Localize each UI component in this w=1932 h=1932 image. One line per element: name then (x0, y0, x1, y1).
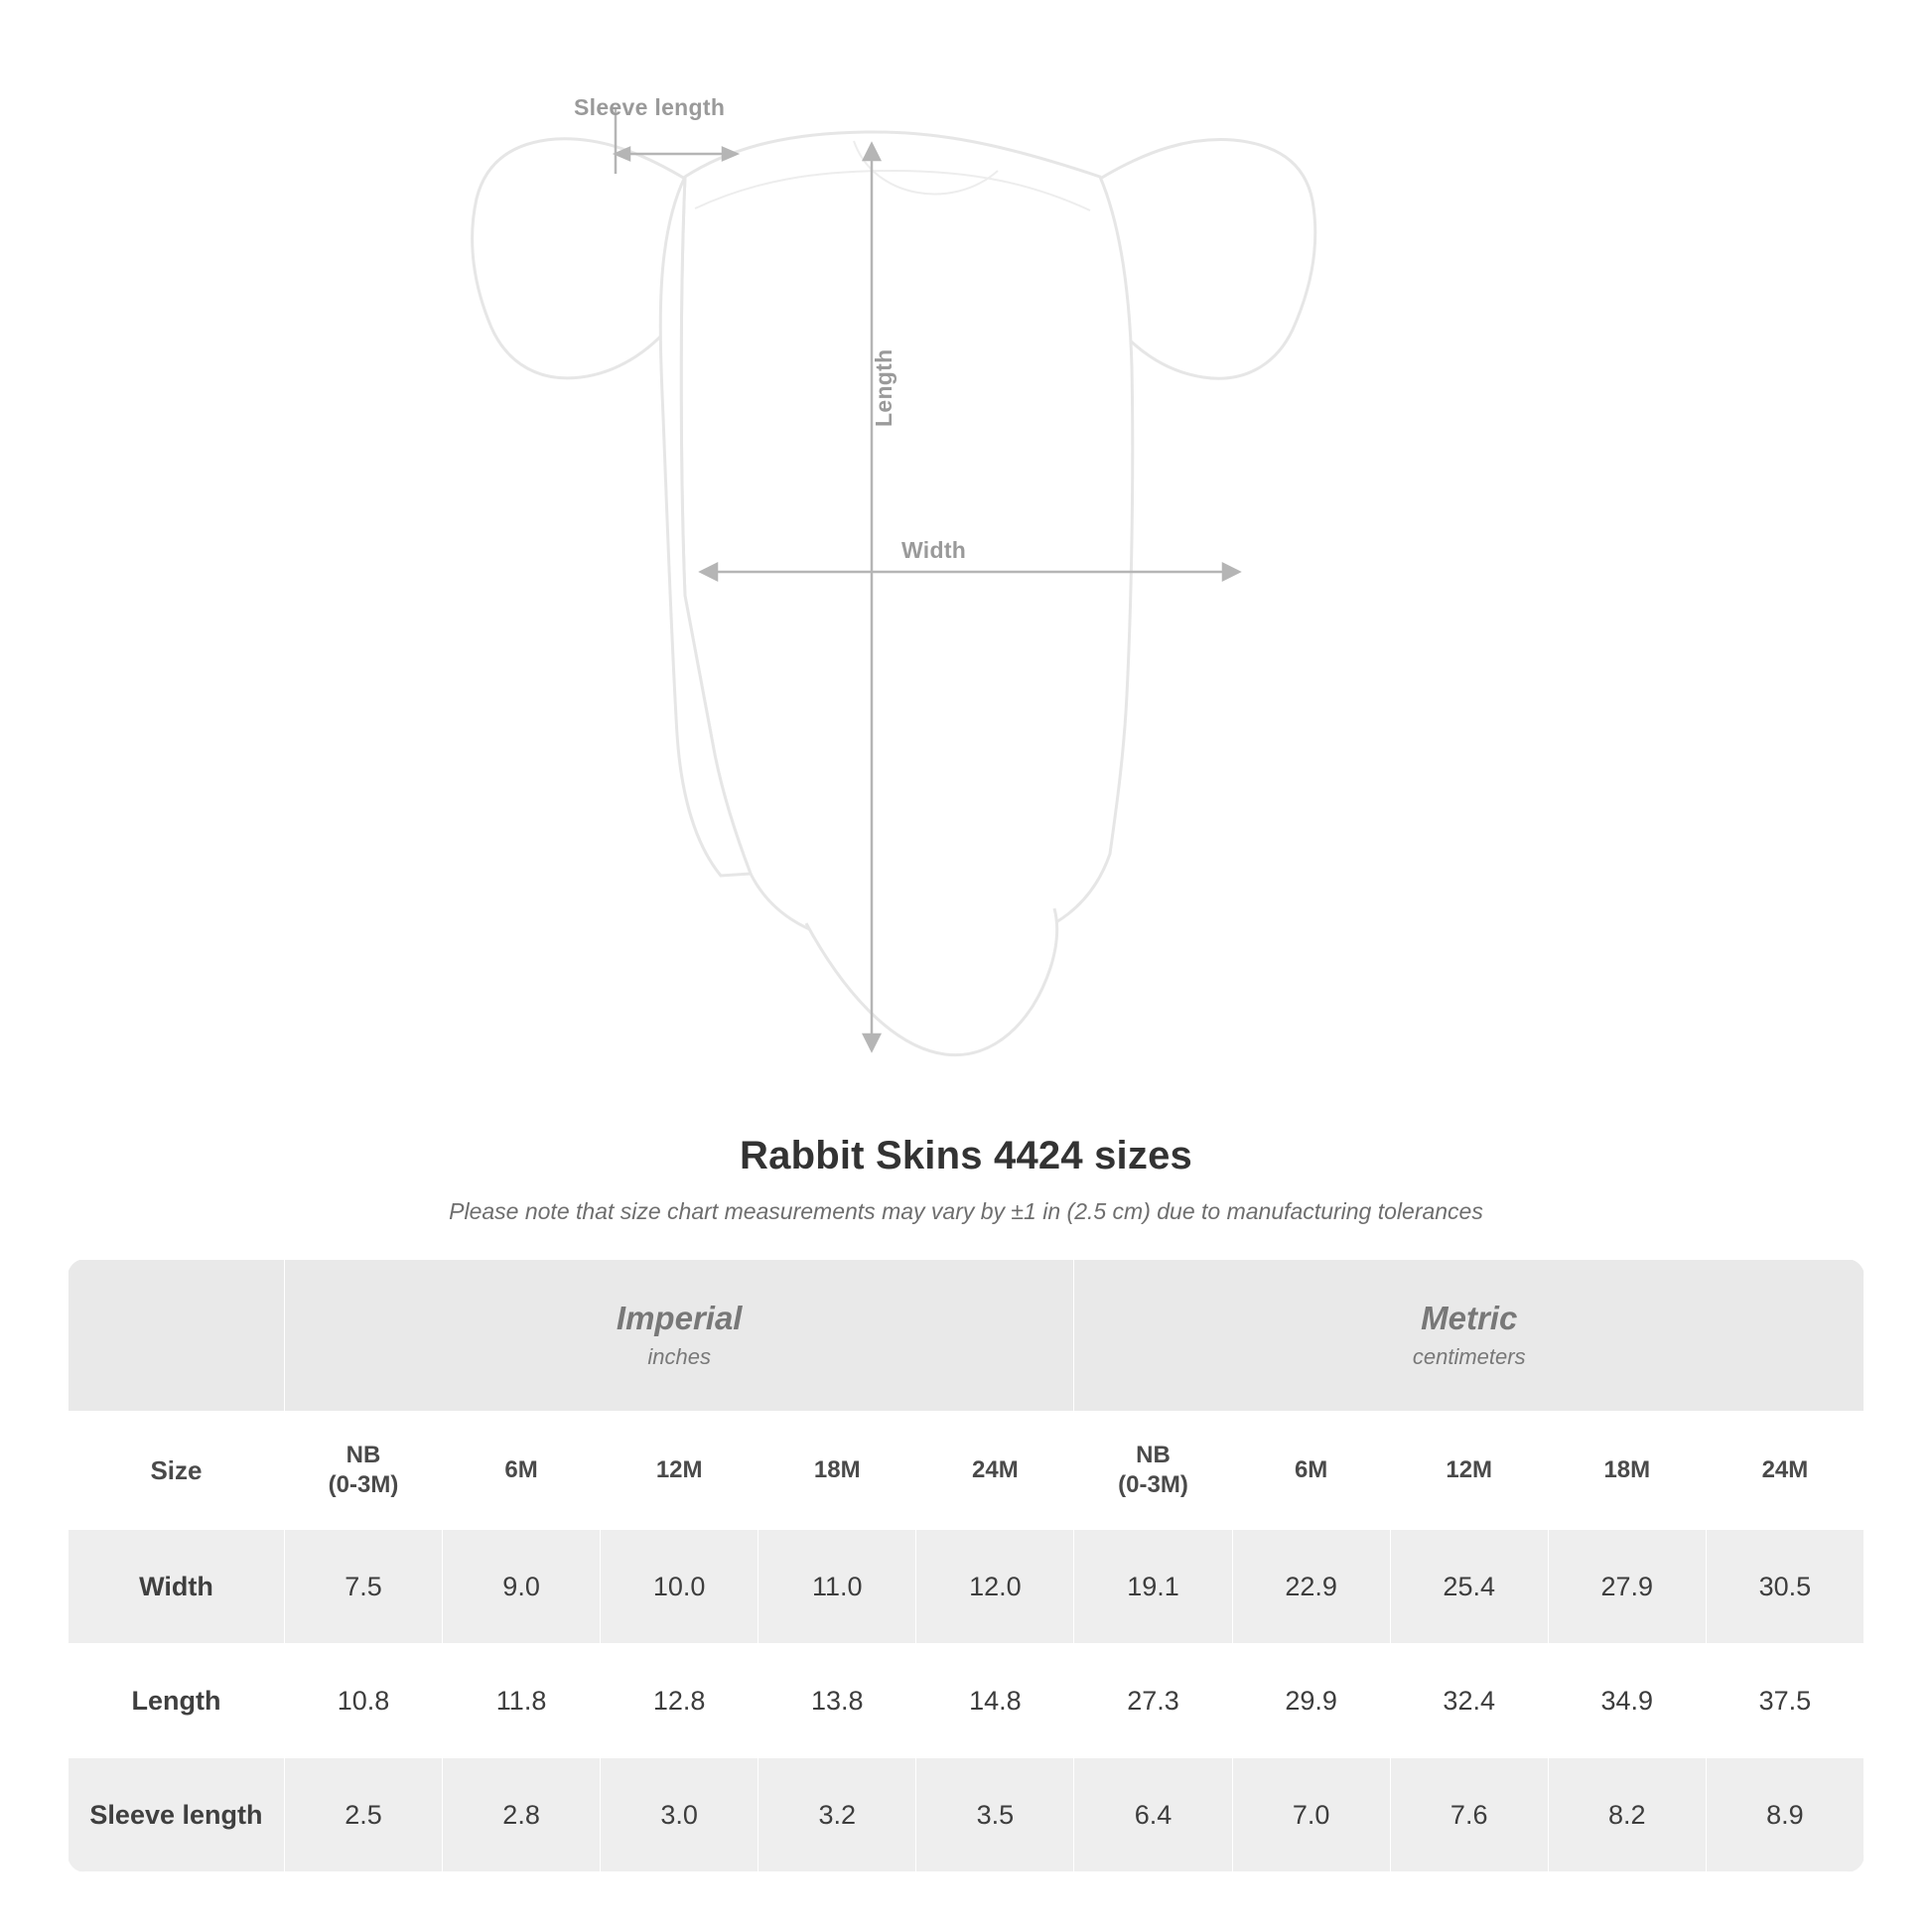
column-header-nb-metric (1074, 1412, 1232, 1530)
size-table (68, 1259, 1864, 1872)
unit-group-imperial-name: Imperial (616, 1299, 743, 1336)
table-row (69, 1644, 1864, 1758)
cell-length-12m-in: 12.8 (601, 1644, 759, 1758)
cell-sleeve-6m-in: 2.8 (443, 1758, 601, 1872)
cell-length-18m-cm: 34.9 (1548, 1644, 1706, 1758)
cell-length-24m-cm: 37.5 (1706, 1644, 1863, 1758)
width-label: Width (901, 537, 967, 563)
unit-group-metric-name: Metric (1421, 1299, 1518, 1336)
cell-width-12m-cm: 25.4 (1390, 1530, 1548, 1644)
column-header-nb-imperial (284, 1412, 442, 1530)
unit-group-metric-sub: centimeters (1412, 1344, 1526, 1370)
tolerance-note: Please note that size chart measurements may vary by ±1 in (2.5 cm) due to manufacturing tolerances (449, 1198, 1483, 1224)
unit-header-row (69, 1260, 1864, 1412)
col-head-line1: NB (345, 1442, 381, 1468)
col-head-line1: NB (1136, 1442, 1171, 1468)
cell-length-6m-in: 11.8 (443, 1644, 601, 1758)
unit-group-imperial (284, 1260, 1074, 1412)
table-row (69, 1530, 1864, 1644)
cell-length-24m-in: 14.8 (916, 1644, 1074, 1758)
cell-width-18m-in: 11.0 (759, 1530, 916, 1644)
column-header-18m-metric: 18M (1548, 1412, 1706, 1530)
cell-width-24m-in: 12.0 (916, 1530, 1074, 1644)
page-title: Rabbit Skins 4424 sizes (740, 1134, 1192, 1177)
cell-width-12m-in: 10.0 (601, 1530, 759, 1644)
column-header-6m-metric: 6M (1232, 1412, 1390, 1530)
column-header-12m-imperial: 12M (601, 1412, 759, 1530)
cell-sleeve-nb-cm: 6.4 (1074, 1758, 1232, 1872)
sleeve-length-label: Sleeve length (574, 94, 726, 120)
cell-width-nb-cm: 19.1 (1074, 1530, 1232, 1644)
cell-width-6m-in: 9.0 (443, 1530, 601, 1644)
column-header-24m-imperial: 24M (916, 1412, 1074, 1530)
cell-sleeve-nb-in: 2.5 (284, 1758, 442, 1872)
column-header-6m-imperial: 6M (443, 1412, 601, 1530)
size-table-wrapper (68, 1259, 1864, 1872)
cell-sleeve-18m-cm: 8.2 (1548, 1758, 1706, 1872)
cell-width-6m-cm: 22.9 (1232, 1530, 1390, 1644)
cell-sleeve-12m-in: 3.0 (601, 1758, 759, 1872)
unit-group-imperial-sub: inches (647, 1344, 711, 1370)
cell-length-nb-in: 10.8 (284, 1644, 442, 1758)
cell-length-nb-cm: 27.3 (1074, 1644, 1232, 1758)
title-block (0, 1134, 1932, 1225)
length-label: Length (871, 348, 897, 427)
cell-sleeve-6m-cm: 7.0 (1232, 1758, 1390, 1872)
cell-length-12m-cm: 32.4 (1390, 1644, 1548, 1758)
cell-sleeve-24m-cm: 8.9 (1706, 1758, 1863, 1872)
table-corner-cell (69, 1260, 285, 1412)
column-header-row (69, 1412, 1864, 1530)
cell-width-18m-cm: 27.9 (1548, 1530, 1706, 1644)
col-head-line2: (0-3M) (1118, 1471, 1188, 1498)
column-header-24m-metric: 24M (1706, 1412, 1863, 1530)
column-header-18m-imperial: 18M (759, 1412, 916, 1530)
table-row (69, 1758, 1864, 1872)
unit-group-metric (1074, 1260, 1864, 1412)
cell-sleeve-18m-in: 3.2 (759, 1758, 916, 1872)
cell-sleeve-24m-in: 3.5 (916, 1758, 1074, 1872)
cell-length-18m-in: 13.8 (759, 1644, 916, 1758)
col-head-line2: (0-3M) (328, 1471, 399, 1498)
row-label-width: Width (69, 1530, 285, 1644)
size-header-cell: Size (69, 1412, 285, 1530)
row-label-sleeve-length: Sleeve length (69, 1758, 285, 1872)
cell-width-nb-in: 7.5 (284, 1530, 442, 1644)
cell-sleeve-12m-cm: 7.6 (1390, 1758, 1548, 1872)
row-label-length: Length (69, 1644, 285, 1758)
cell-width-24m-cm: 30.5 (1706, 1530, 1863, 1644)
cell-length-6m-cm: 29.9 (1232, 1644, 1390, 1758)
column-header-12m-metric: 12M (1390, 1412, 1548, 1530)
